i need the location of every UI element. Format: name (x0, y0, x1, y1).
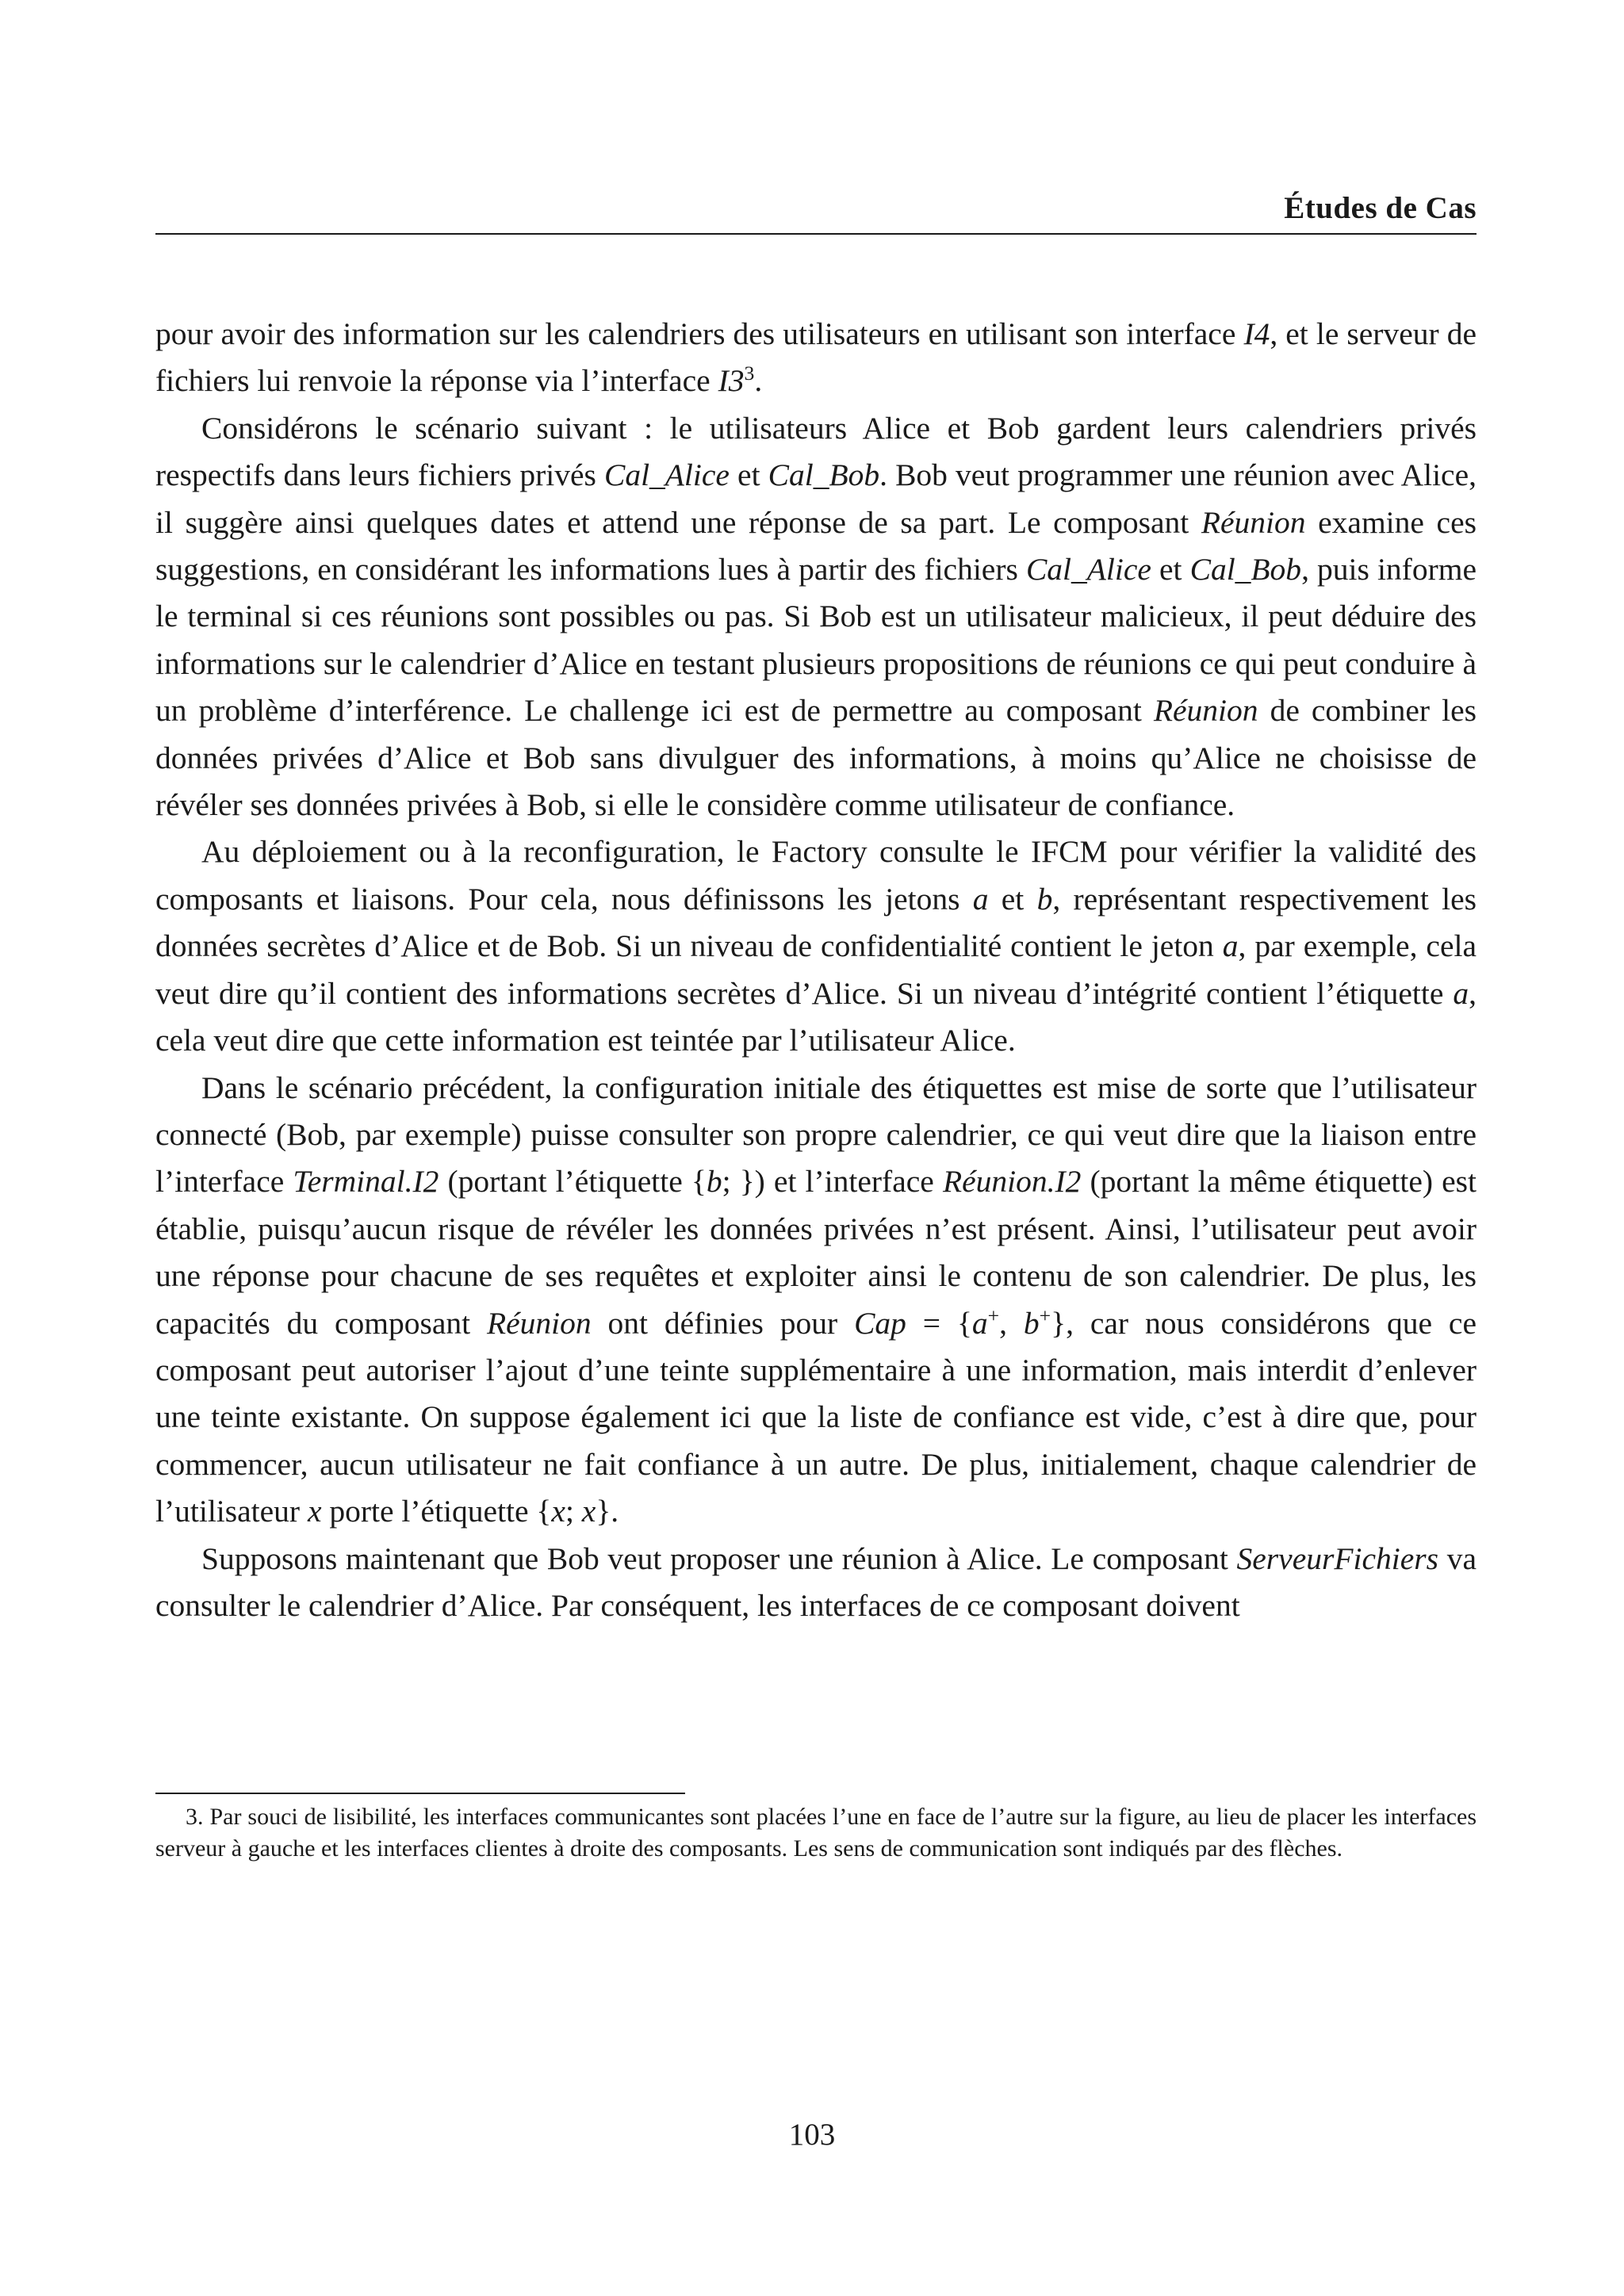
text-run: pour avoir des information sur les calendriers des utilisateurs en utilisant son interface (155, 316, 1244, 351)
text-run: Au déploiement ou à la reconfiguration, le Factory consulte le IFCM pour vérifier la validité des composants et liaisons. Pour cela, nous définissons les jetons (155, 834, 1477, 916)
page-number: 103 (788, 2118, 836, 2152)
text-run: Supposons maintenant que Bob veut proposer une réunion à Alice. Le composant (201, 1540, 1237, 1576)
italic-run: x (307, 1494, 322, 1529)
text-run: . (754, 363, 763, 399)
paragraph-2 (155, 405, 1477, 829)
text-run: , (999, 1305, 1024, 1341)
text-run: . Bob veut programmer une réunion avec Alice, il suggère ainsi quelques dates et attend une réponse de sa part. Le composant (155, 457, 1477, 540)
header-rule (155, 233, 1477, 235)
italic-run: Réunion.I2 (942, 1164, 1082, 1200)
superscript: 3 (744, 362, 755, 385)
italic-run: Cal_Bob (768, 457, 880, 493)
text-run: va consulter le calendrier d’Alice. Par conséquent, les interfaces de ce composant doivent (155, 1540, 1477, 1623)
text-run: Dans le scénario précédent, la configuration initiale des étiquettes est mise de sorte que l’utilisateur connecté (Bob, par exemple) puisse consulter son propre calendrier, ce qui veut dire que la liaison entre l’interface (155, 1070, 1477, 1200)
italic-run: ServeurFichiers (1236, 1540, 1438, 1576)
text-run: , puis informe le terminal si ces réunions sont possibles ou pas. Si Bob est un utilisateur malicieux, il peut déduire des informations sur le calendrier d’Alice en testant plusieurs propositions de réunions ce qui peut conduire à un problème d’interférence. Le challenge ici est de permettre au composant (155, 552, 1477, 729)
italic-run: x (551, 1494, 565, 1529)
text-run: et (988, 881, 1037, 916)
italic-run: Cal_Alice (603, 457, 730, 493)
text-run: Considérons le scénario suivant : le utilisateurs Alice et Bob gardent leurs calendriers privés respectifs dans leurs fichiers privés (155, 410, 1477, 493)
italic-run: a (1222, 928, 1239, 964)
text-run: et (1151, 552, 1190, 587)
text-run: , et le serveur de fichiers lui renvoie la réponse via l’interface (155, 316, 1477, 399)
italic-run: a (1453, 975, 1469, 1011)
text-run: = { (906, 1305, 972, 1341)
italic-run: Terminal.I2 (293, 1164, 439, 1200)
text-run: et (729, 457, 768, 493)
paragraph-5 (155, 1536, 1477, 1630)
text-run: }, car nous considérons que ce composant peut autoriser l’ajout d’une teinte supplémentaire à une information, mais interdit d’enlever une teinte existante. On suppose également ici que la liste de confiance est vide, c’est à dire que, pour commencer, aucun utilisateur ne fait confiance à un autre. De plus, initialement, chaque calendrier de l’utilisateur (155, 1305, 1477, 1529)
text-run: porte l’étiquette { (321, 1494, 552, 1529)
running-header-title: Études de Cas (1284, 191, 1477, 225)
text-run: de combiner les données privées d’Alice et Bob sans divulguer des informations, à moins qu’Alice ne choisisse de révéler ses données privées à Bob, si elle le considère comme utilisateur de confiance. (155, 693, 1477, 823)
italic-run: Cal_Alice (1025, 552, 1151, 587)
text-run: , cela veut dire que cette information est teintée par l’utilisateur Alice. (155, 975, 1477, 1058)
italic-run: Réunion (487, 1305, 592, 1341)
superscript: + (1039, 1303, 1051, 1327)
text-run: (portant la même étiquette) est établie, puisqu’aucun risque de révéler les données privées n’est présent. Ainsi, l’utilisateur peut avoir une réponse pour chacune de ses requêtes et exploiter ainsi le contenu de son calendrier. De plus, les capacités du composant (155, 1164, 1477, 1341)
superscript: + (987, 1303, 1000, 1327)
body-text (155, 311, 1477, 1629)
italic-run: I4 (1243, 316, 1270, 351)
italic-run: b (1036, 881, 1053, 916)
italic-run: b (1023, 1305, 1040, 1341)
footnote-rule (155, 1793, 685, 1794)
text-run: ; (565, 1494, 582, 1529)
italic-run: b (706, 1164, 722, 1200)
text-run: examine ces suggestions, en considérant les informations lues à partir des fichiers (155, 504, 1477, 587)
text-run: ont définies pour (591, 1305, 855, 1341)
italic-run: Cal_Bob (1189, 552, 1302, 587)
italic-run: a (972, 881, 989, 916)
italic-run: Cap (854, 1305, 906, 1341)
text-run: , représentant respectivement les données secrètes d’Alice et de Bob. Si un niveau de confidentialité contient le jeton (155, 881, 1477, 964)
italic-run: I3 (718, 363, 745, 399)
italic-run: Réunion (1201, 504, 1306, 540)
text-run: ; }) et l’interface (722, 1164, 943, 1200)
paragraph-1 (155, 311, 1477, 405)
footnote: 3. Par souci de lisibilité, les interfaces communicantes sont placées l’une en face de l’autre sur la figure, au lieu de placer les interfaces serveur à gauche et les interfaces clientes à droite des composants. Les sens de communication sont indiqués par des flèches. (155, 1804, 1477, 1862)
paragraph-4 (155, 1065, 1477, 1536)
italic-run: a (971, 1305, 988, 1341)
italic-run: Réunion (1153, 693, 1258, 729)
italic-run: x (581, 1494, 596, 1529)
text-run: }. (596, 1494, 619, 1529)
text-run: , par exemple, cela veut dire qu’il contient des informations secrètes d’Alice. Si un niveau d’intégrité contient l’étiquette (155, 928, 1477, 1011)
text-run: (portant l’étiquette { (439, 1164, 707, 1200)
paragraph-3 (155, 828, 1477, 1064)
